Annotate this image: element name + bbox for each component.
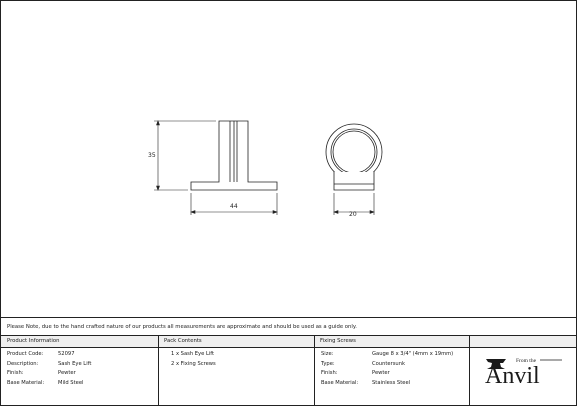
height-dimension: [154, 121, 216, 190]
column-divider: [158, 336, 159, 405]
product-code-value: 52097: [58, 351, 75, 357]
info-row: Finish: Pewter: [321, 369, 453, 379]
pack-item: 2 x Fixing Screws: [171, 360, 216, 367]
height-dimension-label: 35: [148, 152, 156, 159]
measurement-note: Please Note, due to the hand crafted nature of our products all measurements are approximate and should be used as a guide only.: [1, 317, 576, 336]
screw-material-value: Stainless Steel: [372, 379, 411, 386]
depth-dimension-label: 20: [349, 211, 357, 218]
ring-inner: [331, 129, 377, 175]
from-the-anvil-logo: [470, 345, 575, 403]
info-row: Size: Gauge 8 x 3/4" (4mm x 19mm): [321, 350, 453, 360]
fixing-screws: [321, 350, 453, 388]
pack-contents-heading: Pack Contents: [164, 338, 202, 344]
screw-type-value: Countersunk: [372, 360, 406, 367]
logo-brand-text: Anvil: [485, 363, 540, 389]
product-information: [7, 350, 91, 388]
info-row: Type: Countersunk: [321, 360, 453, 370]
front-view: [326, 124, 382, 190]
column-divider: [314, 336, 315, 405]
info-row: Product Code: 52097: [7, 350, 91, 360]
width-dimension-label: 44: [230, 203, 238, 210]
info-row: Base Material: Stainless Steel: [321, 379, 453, 389]
fixing-screws-heading: Fixing Screws: [320, 338, 356, 344]
screw-size-value: Gauge 8 x 3/4" (4mm x 19mm): [372, 351, 454, 357]
ring-outer: [326, 124, 382, 180]
base-material-value: Mild Steel: [58, 379, 84, 386]
finish-value: Pewter: [58, 370, 76, 376]
side-view: [191, 121, 277, 190]
pack-item: 1 x Sash Eye Lift: [171, 351, 215, 357]
info-row: Base Material: Mild Steel: [7, 379, 91, 389]
description-value: Sash Eye Lift: [58, 360, 92, 367]
product-information-heading: Product Information: [7, 338, 60, 344]
pack-contents: [171, 350, 216, 369]
info-row: Finish: Pewter: [7, 369, 91, 379]
screw-finish-value: Pewter: [372, 370, 390, 376]
logo-small-text: From the: [516, 358, 537, 364]
ring-inner-edge: [333, 131, 375, 173]
info-row: Description: Sash Eye Lift: [7, 360, 91, 370]
base-block: [334, 172, 374, 190]
